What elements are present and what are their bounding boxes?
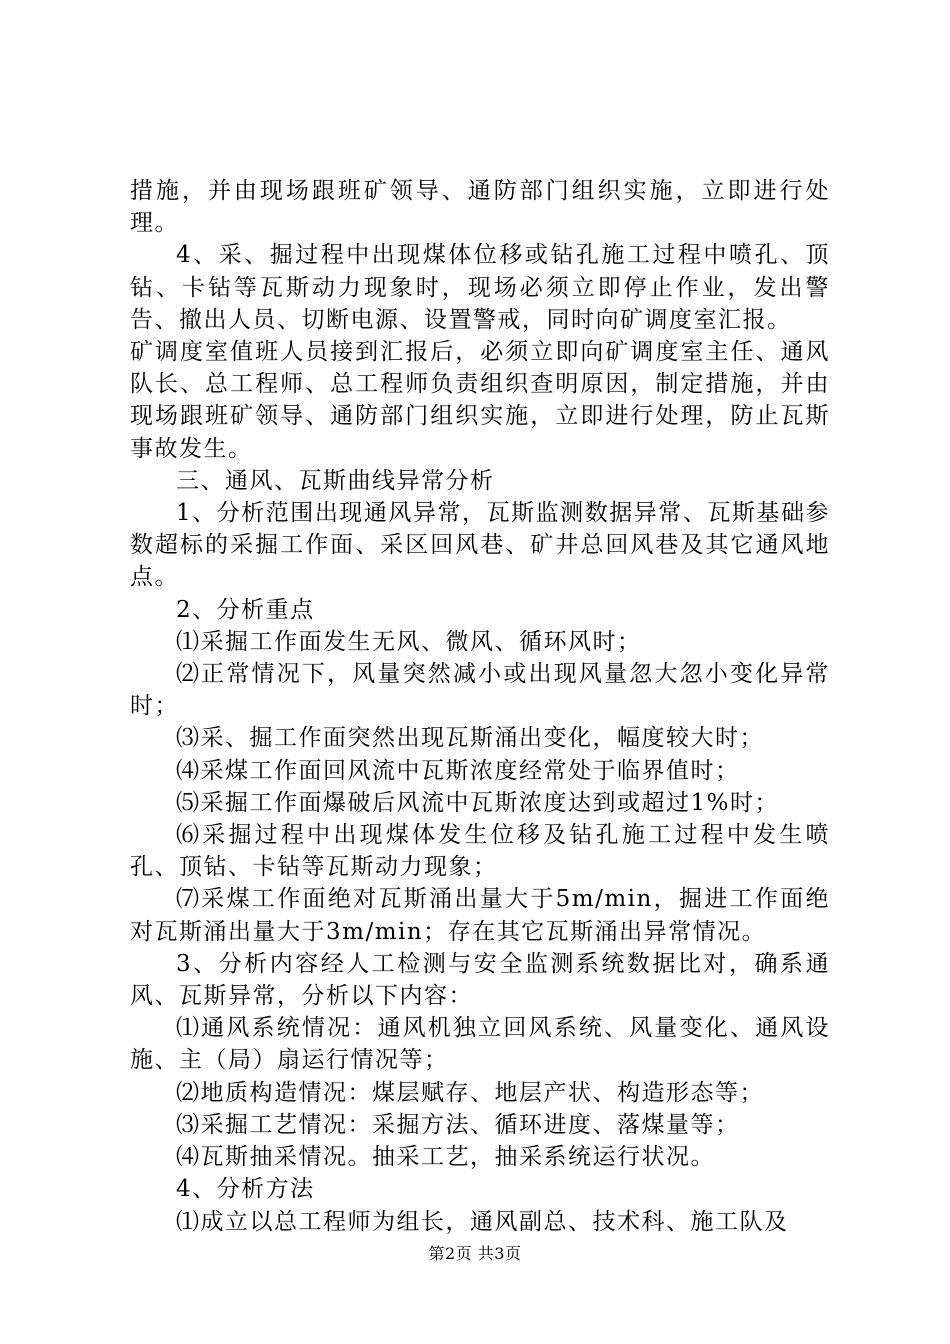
paragraph: 2、分析重点 <box>176 596 315 623</box>
paragraph: ⑶采、掘工作面突然出现瓦斯涌出变化，幅度较大时； <box>176 725 764 752</box>
paragraph: ⑵正常情况下，风量突然减小或出现风量忽大忽小变化异常时； <box>130 661 830 720</box>
paragraph: ⑶采掘工艺情况：采掘方法、循环进度、落煤量等； <box>176 1111 740 1138</box>
paragraph: 措施，并由现场跟班矿领导、通防部门组织实施，立即进行处理。 <box>130 178 830 237</box>
paragraph: 三、通风、瓦斯曲线异常分析 <box>176 467 495 494</box>
paragraph: ⑷采煤工作面回风流中瓦斯浓度经常处于临界值时； <box>176 757 740 784</box>
paragraph: 3、分析内容经人工检测与安全监测系统数据比对，确系通风、瓦斯异常，分析以下内容： <box>130 950 830 1010</box>
paragraph: ⑺采煤工作面绝对瓦斯涌出量大于5m/min，掘进工作面绝对瓦斯涌出量大于3m/min；存在其它瓦斯涌出异常情况。 <box>130 886 830 945</box>
paragraph: ⑵地质构造情况：煤层赋存、地层产状、构造形态等； <box>176 1079 764 1106</box>
paragraph: ⑸采掘工作面爆破后风流中瓦斯浓度达到或超过1%时； <box>176 789 779 816</box>
paragraph: ⑴成立以总工程师为组长，通风副总、技术科、施工队及 <box>176 1208 789 1235</box>
paragraph: ⑴通风系统情况：通风机独立回风系统、风量变化、通风设施、主（局）扇运行情况等； <box>130 1015 830 1074</box>
paragraph: 矿调度室值班人员接到汇报后，必须立即向矿调度室主任、通风队长、总工程师、总工程师负责组织查明原因，制定措施，并由现场跟班矿领导、通防部门组织实施，立即进行处理，防止瓦斯事故发生。 <box>130 339 830 462</box>
paragraph: ⑴采掘工作面发生无风、微风、循环风时； <box>176 628 642 655</box>
paragraph: ⑷瓦斯抽采情况。抽采工艺，抽采系统运行状况。 <box>176 1144 715 1171</box>
document-body <box>130 175 830 1238</box>
paragraph: ⑹采掘过程中出现煤体发生位移及钻孔施工过程中发生喷孔、顶钻、卡钻等瓦斯动力现象； <box>130 822 830 881</box>
page-footer: 第2页 共3页 <box>428 1244 522 1263</box>
paragraph: 4、分析方法 <box>176 1176 315 1203</box>
paragraph: 1、分析范围出现通风异常，瓦斯监测数据异常、瓦斯基础参数超标的采掘工作面、采区回风巷、矿井总回风巷及其它通风地点。 <box>130 500 830 591</box>
paragraph: 4、采、掘过程中出现煤体位移或钻孔施工过程中喷孔、顶钻、卡钻等瓦斯动力现象时，现场必须立即停止作业，发出警告、撤出人员、切断电源、设置警戒，同时向矿调度室汇报。 <box>130 242 830 333</box>
